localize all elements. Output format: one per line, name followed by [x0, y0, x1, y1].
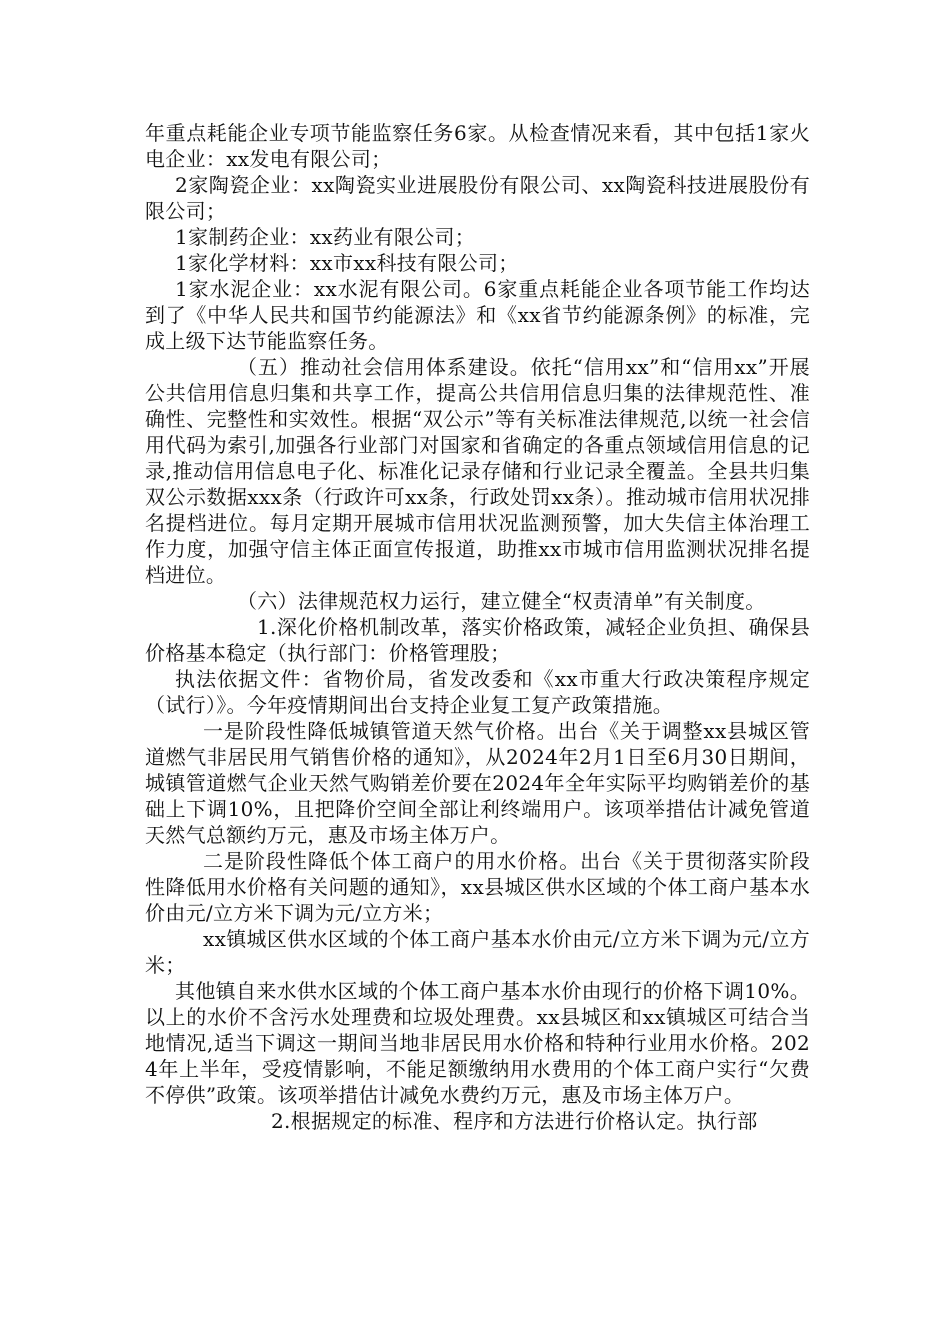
paragraph-credit-system: （五）推动社会信用体系建设。依托“信用xx”和“信用xx”开展公共信用信息归集和共享工作，提高公共信用信息归集的法律规范性、准确性、完整性和实效性。根据“双公示”等有关标准法律规范,以统一社会信用代码为索引,加强各行业部门对国家和省确定的各重点领域信用信息的记录,推动信用信息电子化、标准化记录存储和行业记录全覆盖。全县共归集双公示数据xxx条（行政许可xx条，行政处罚xx条）。推动城市信用状况排名提档进位。每月定期开展城市信用状况监测预警，加大失信主体治理工作力度，加强守信主体正面宣传报道，助推xx市城市信用监测状况排名提档进位。: [145, 355, 810, 587]
paragraph-town-water-price: xx镇城区供水区域的个体工商户基本水价由元/立方米下调为元/立方米；: [145, 927, 810, 977]
paragraph-cement-enterprise: 1家水泥企业：xx水泥有限公司。6家重点耗能企业各项节能工作均达到了《中华人民共和国节约能源法》和《xx省节约能源条例》的标准，完成上级下达节能监察任务。: [145, 277, 810, 353]
document-body: [145, 120, 810, 1134]
paragraph-price-determination: 2.根据规定的标准、程序和方法进行价格认定。执行部: [271, 1109, 758, 1133]
paragraph-other-towns-water: 其他镇自来水供水区域的个体工商户基本水价由现行的价格下调10%。以上的水价不含污水处理费和垃圾处理费。xx县城区和xx镇城区可结合当地情况,适当下调这一期间当地非居民用水价格和特种行业用水价格。2024年上半年，受疫情影响，不能足额缴纳用水费用的个体工商户实行“欠费不停供”政策。该项举措估计减免水费约万元，惠及市场主体万户。: [145, 979, 810, 1107]
paragraph-legal-basis: 执法依据文件：省物价局，省发改委和《xx市重大行政决策程序规定（试行）》。今年疫情期间出台支持企业复工复产政策措施。: [145, 667, 810, 717]
paragraph-gas-price: 一是阶段性降低城镇管道天然气价格。出台《关于调整xx县城区管道燃气非居民用气销售价格的通知》，从2024年2月1日至6月30日期间，城镇管道燃气企业天然气购销差价要在2024年全年实际平均购销差价的基础上下调10%，且把降价空间全部让利终端用户。该项举措估计减免管道天然气总额约万元，惠及市场主体万户。: [145, 719, 810, 847]
paragraph-power-list: （六）法律规范权力运行，建立健全“权责清单”有关制度。: [237, 589, 766, 613]
paragraph-ceramic-enterprises: 2家陶瓷企业：xx陶瓷实业进展股份有限公司、xx陶瓷科技进展股份有限公司；: [145, 173, 810, 223]
paragraph-energy-inspection: 年重点耗能企业专项节能监察任务6家。从检查情况来看，其中包括1家火电企业：xx发电有限公司；: [145, 121, 810, 171]
paragraph-chemical-material: 1家化学材料：xx市xx科技有限公司；: [175, 251, 519, 275]
paragraph-pharma-enterprise: 1家制药企业：xx药业有限公司；: [175, 225, 476, 249]
paragraph-price-reform: 1.深化价格机制改革，落实价格政策，减轻企业负担、确保县价格基本稳定（执行部门：价格管理股；: [145, 615, 810, 665]
paragraph-water-price: 二是阶段性降低个体工商户的用水价格。出台《关于贯彻落实阶段性降低用水价格有关问题的通知》，xx县城区供水区域的个体工商户基本水价由元/立方米下调为元/立方米；: [145, 849, 810, 925]
